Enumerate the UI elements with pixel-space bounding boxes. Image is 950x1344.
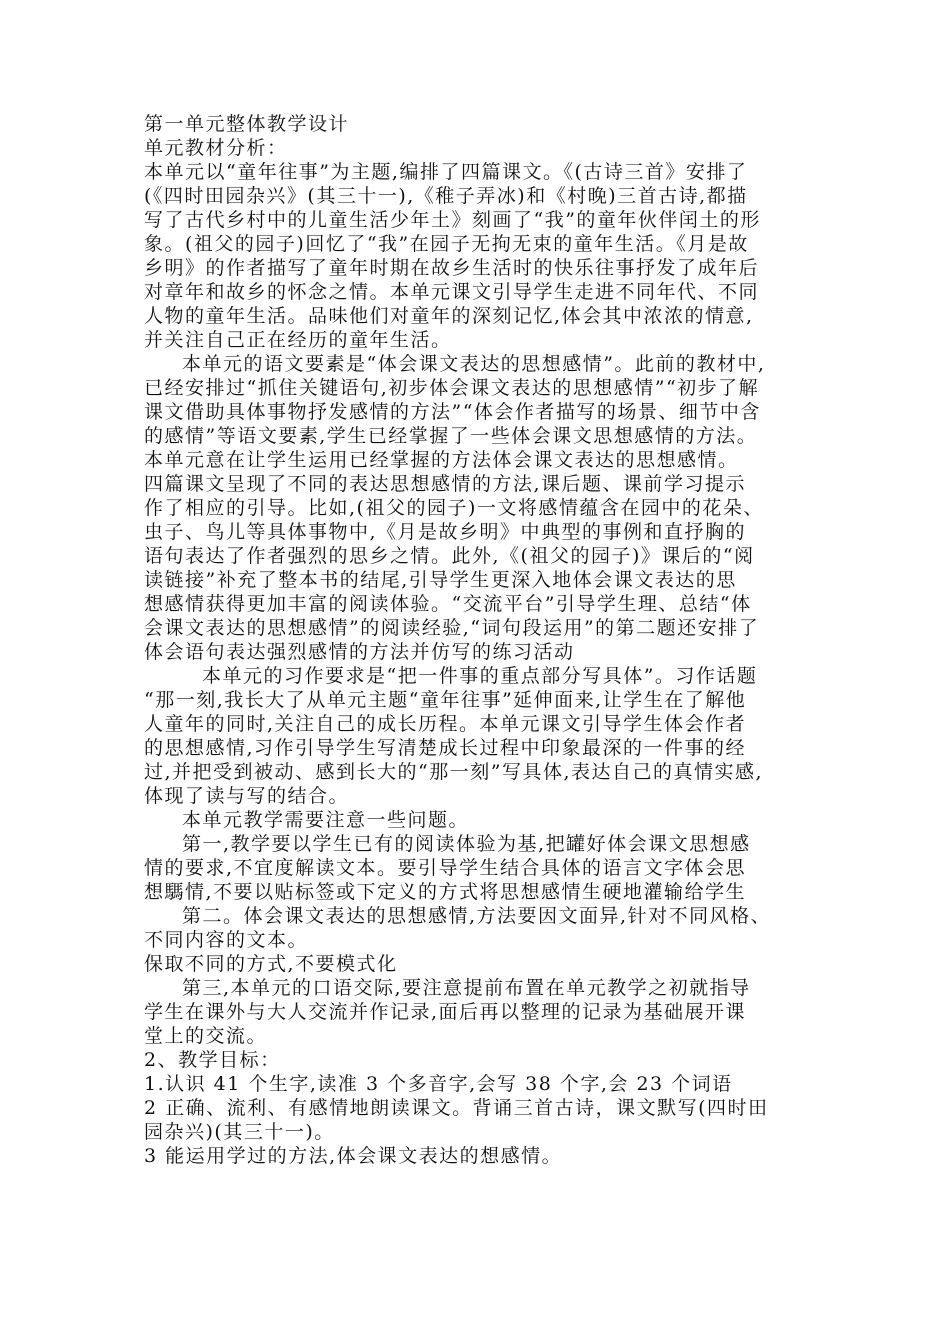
section-heading-material-analysis: 单元教材分析： <box>144 137 288 159</box>
text-line: 第三,本单元的口语交际,要注意提前布置在单元教学之初就指导 <box>182 977 751 999</box>
text-line: 本单元教学需要注意一些问题。 <box>182 809 470 831</box>
text-line: 想感情获得更加丰富的阅读体验。“交流平台”引导学生理、总结“体 <box>144 593 752 615</box>
text-line: 已经安排过“抓住关键语句,初步体会课文表达的思想感情”“初步了解 <box>144 377 760 399</box>
text-line: 第二。体会课文表达的思想感情,方法要因文面异,针对不同风格、 <box>182 905 772 927</box>
text-line: 不同内容的文本。 <box>144 929 309 951</box>
text-line: 乡明》的作者描写了童年时期在故乡生活时的快乐往事抒发了成年后 <box>144 257 760 279</box>
text-line: 语句表达了作者强烈的思乡之情。此外,《(祖父的园子)》课后的“阅 <box>144 545 755 567</box>
document-title: 第一单元整体教学设计 <box>144 113 350 135</box>
text-line: 本单元的语文要素是“体会课文表达的思想感情”。此前的教材中, <box>182 353 766 375</box>
text-line: 人物的童年生活。品味他们对童年的深刻记忆,体会其中浓浓的情意, <box>144 305 754 327</box>
text-line: 读链接”补充了整本书的结尾,引导学生更深入地体会课文表达的思 <box>144 569 737 591</box>
text-line: 过,并把受到被动、感到长大的“那一刻”写具体,表达自己的真情实感, <box>144 761 764 783</box>
text-line: 学生在课外与大人交流并作记录,面后再以整理的记录为基础展开课 <box>144 1001 747 1023</box>
text-line: 保取不同的方式,不要模式化 <box>144 953 398 975</box>
text-line: 并关注自己正在经历的童年生活。 <box>144 329 452 351</box>
text-line: 想騳情,不要以贴标签或下定义的方式将思想感情生硬地灌输给学生 <box>144 881 747 903</box>
text-line: 人童年的同时,关注自己的成长历程。本单元课文引导学生体会作者 <box>144 713 747 735</box>
goal-item: 3 能运用学过的方法,体会课文表达的想感情。 <box>144 1145 563 1167</box>
text-line: 的思想感情,习作引导学生写清楚成长过程中印象最深的一件事的经 <box>144 737 747 759</box>
goal-item: 1.认识 41 个生字,读准 3 个多音字,会写 38 个字,会 23 个词语 <box>144 1073 733 1095</box>
text-line: 对章年和故乡的怀念之情。本单元课文引导学生走进不同年代、不同 <box>144 281 760 303</box>
text-line: 会课文表达的思想感情”的阅读经验,“词句段运用”的第二题还安排了 <box>144 617 760 639</box>
section-heading-teaching-goals: 2、教学目标： <box>144 1049 281 1071</box>
text-line: “那一刻,我长大了从单元主题“童年往事”延伸面来,让学生在了解他 <box>144 689 747 711</box>
text-line: (《四时田园杂兴》(其三十一),《稚子弄冰)和《村晚)三首古诗,都描 <box>144 185 748 207</box>
text-line: 本单元的习作要求是“把一件事的重点部分写具体”。习作话题 <box>202 665 758 687</box>
text-line: 四篇课文呈现了不同的表达思想感情的方法,课后题、课前学习提示 <box>144 473 747 495</box>
text-line: 体会语句表达强烈感情的方法并仿写的练习活动 <box>144 641 575 663</box>
document-body <box>144 112 808 1168</box>
text-line: 体现了读与写的结合。 <box>144 785 350 807</box>
text-line: 的感情”等语文要素,学生已经掌握了一些体会课文思想感情的方法。 <box>144 425 758 447</box>
text-line: 课文借助具体事物抒发感情的方法”“体会作者描写的场景、细节中含 <box>144 401 761 423</box>
text-line: 本单元意在让学生运用已经掌握的方法体会课文表达的思想感情。 <box>144 449 739 471</box>
goal-item: 2 正确、流利、有感情地朗读课文。背诵三首古诗，课文默写(四时田 <box>144 1097 769 1119</box>
text-line: 作了相应的引导。比如,(祖父的园子)一文将感情蕴含在园中的花朵、 <box>144 497 764 519</box>
text-line: 第一,教学要以学生已有的阅读体验为基,把罐好体会课文思想感 <box>182 833 751 855</box>
goal-item: 园杂兴)(其三十一)。 <box>144 1121 335 1143</box>
text-line: 堂上的交流。 <box>144 1025 268 1047</box>
text-line: 写了古代乡村中的儿童生活少年土》刻画了“我”的童年伙伴闰土的形 <box>144 209 761 231</box>
text-line: 虫子、鸟儿等具体事物中,《月是故乡明》中典型的事例和直抒胸的 <box>144 521 747 543</box>
text-line: 象。(祖父的园子)回忆了“我”在园子无拘无束的童年生活。《月是故 <box>144 233 749 255</box>
text-line: 情的要求,不宜度解读文本。要引导学生结合具体的语言文字体会思 <box>144 857 747 879</box>
text-line: 本单元以“童年往事”为主题,编排了四篇课文。《(古诗三首》安排了 <box>144 161 748 183</box>
